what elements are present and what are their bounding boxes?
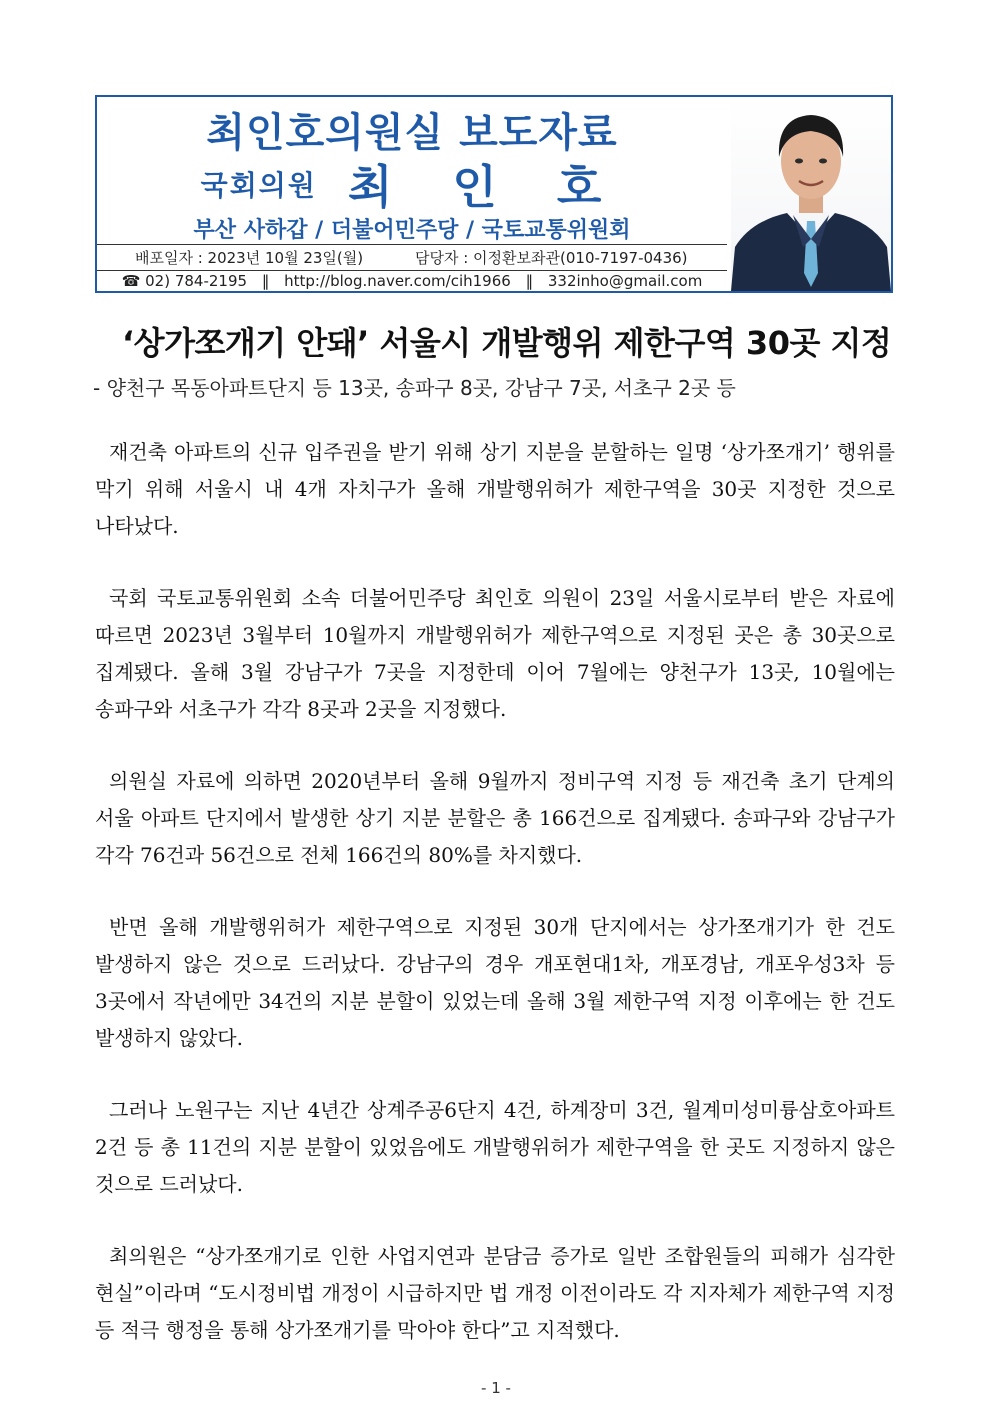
contact-person: 담당자 : 이정환보좌관(010-7197-0436) [415, 249, 688, 267]
lawmaker-role: 국회의원 [200, 169, 317, 202]
email-link[interactable]: 332inho@gmail.com [547, 272, 703, 290]
blog-link[interactable]: http://blog.naver.com/cih1966 [284, 272, 511, 290]
article-headline: ‘상가쪼개기 안돼’ 서울시 개발행위 제한구역 30곳 지정 [122, 324, 892, 362]
article-subheadline: - 양천구 목동아파트단지 등 13곳, 송파구 8곳, 강남구 7곳, 서초구 2곳 등 [93, 376, 736, 400]
body-paragraph: 최의원은 “상가쪼개기로 인한 사업지연과 분담금 증가로 일반 조합원들의 피해가 심각한 현실”이라며 “도시정비법 개정이 시급하지만 법 개정 이전이라도 각 지자체가 제한구역 지정 등 적극 행정을 통해 상가쪼개기를 막아야 한다”고 지적했다. [95, 1244, 895, 1342]
header-divider [97, 244, 727, 245]
lawmaker-name: 최 인 호 [347, 160, 624, 214]
lawmaker-affiliation: 부산 사하갑 / 더불어민주당 / 국토교통위원회 [193, 218, 631, 243]
release-date: 배포일자 : 2023년 10월 23일(월) [135, 249, 364, 267]
article-body [95, 434, 895, 1384]
lawmaker-name-row [97, 151, 727, 217]
body-paragraph: 반면 올해 개발행위허가 제한구역으로 지정된 30개 단지에서는 상가쪼개기가 한 건도 발생하지 않은 것으로 드러났다. 강남구의 경우 개포현대1차, 개포경남, 개포우성3차 등 3곳에서 작년에만 34건의 지분 분할이 있었는데 올해 3월 제한구역 지정 이후에는 한 건도 발생하지 않았다. [95, 915, 895, 1050]
body-paragraph: 재건축 아파트의 신규 입주권을 받기 위해 상기 지분을 분할하는 일명 ‘상가쪼개기’ 행위를 막기 위해 서울시 내 4개 자치구가 올해 개발행위허가 제한구역을 30곳 지정한 것으로 나타났다. [95, 440, 895, 538]
portrait-photo [731, 97, 891, 291]
body-paragraph: 의원실 자료에 의하면 2020년부터 올해 9월까지 정비구역 지정 등 재건축 초기 단계의 서울 아파트 단지에서 발생한 상기 지분 분할은 총 166건으로 집계됐다. 송파구와 강남구가 각각 76건과 56건으로 전체 166건의 80%를 차지했다. [95, 769, 895, 867]
header-divider [97, 270, 727, 271]
press-release-header [95, 95, 893, 293]
contact-row [97, 272, 727, 292]
phone-number: ☎ 02) 784-2195 [121, 272, 248, 290]
lawmaker-portrait [731, 97, 891, 291]
release-info-row [97, 246, 727, 270]
body-paragraph: 국회 국토교통위원회 소속 더불어민주당 최인호 의원이 23일 서울시로부터 받은 자료에 따르면 2023년 3월부터 10월까지 개발행위허가 제한구역으로 지정된 곳은 총 30곳으로 집계됐다. 올해 3월 강남구가 7곳을 지정한데 이어 7월에는 양천구가 13곳, 10월에는 송파구와 서초구가 각각 8곳과 2곳을 지정했다. [95, 586, 895, 721]
separator: ‖ [261, 272, 270, 290]
page-number: - 1 - [481, 1379, 511, 1397]
separator: ‖ [525, 272, 534, 290]
office-title: 최인호의원실 보도자료 [206, 110, 618, 156]
body-paragraph: 그러나 노원구는 지난 4년간 상계주공6단지 4건, 하계장미 3건, 월계미성미륭삼호아파트 2건 등 총 11건의 지분 분할이 있었음에도 개발행위허가 제한구역을 한 곳도 지정하지 않은 것으로 드러났다. [95, 1098, 895, 1196]
